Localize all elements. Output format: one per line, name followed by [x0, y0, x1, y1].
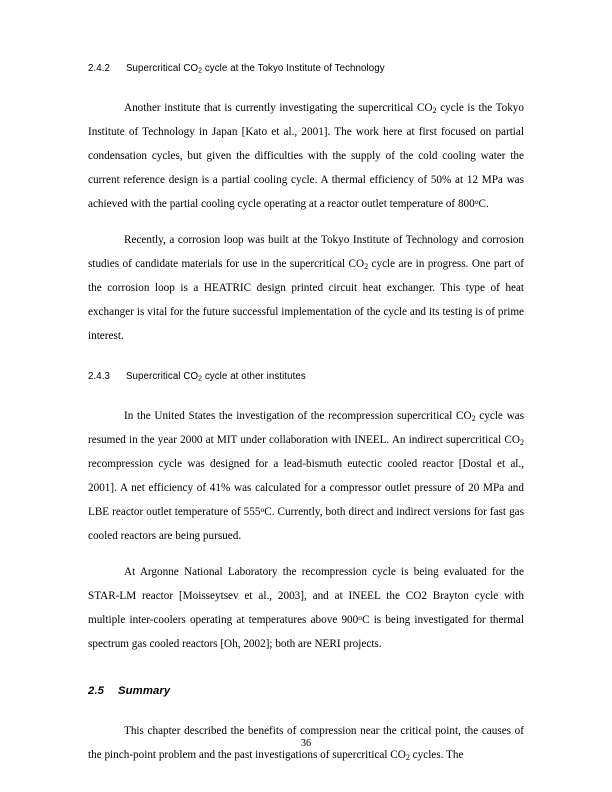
- page-content-column: [88, 0, 524, 767]
- p3-degree-superscript: o: [260, 505, 265, 515]
- p4-segment-1: At Argonne National Laboratory the recompression cycle is being evaluated for the STAR-LM reactor [Moisseytsev et al., 2003], and at INEEL the CO2 Brayton cycle with multiple inter-coolers operating at temperatures above 900: [88, 566, 524, 626]
- p2-co2-subscript-1: 2: [364, 261, 369, 271]
- p2-segment-2: cycle are in progress. One part of the corrosion loop is a HEATRIC design printed circuit heat exchanger. This type of heat exchanger is vital for the future successful implementation of the cycle and its testing is of prime interest.: [88, 258, 524, 342]
- heading-2-4-2-title-prefix: Supercritical CO: [126, 63, 199, 74]
- paragraph-corrosion-loop: [88, 228, 524, 348]
- heading-2-4-3-subscript: 2: [198, 375, 203, 383]
- p5-co2-subscript-1: 2: [405, 752, 410, 762]
- p3-segment-1: In the United States the investigation of the recompression supercritical CO: [124, 410, 472, 422]
- heading-2-5-number: 2.5: [88, 685, 105, 697]
- heading-2-4-3-title-prefix: Supercritical CO: [126, 371, 199, 382]
- p1-co2-subscript-1: 2: [432, 105, 437, 115]
- p4-segment-2: C is being investigated for thermal spectrum gas cooled reactors [Oh, 2002]; both are NERI projects.: [88, 614, 524, 650]
- p3-segment-2: cycle was resumed in the year 2000 at MIT under collaboration with INEEL. An indirect supercritical CO: [88, 410, 524, 446]
- heading-2-4-3-title-suffix: cycle at other institutes: [202, 371, 306, 382]
- paragraph-tokyo-institute: [88, 96, 524, 216]
- heading-2-4-2-subscript: 2: [198, 67, 203, 75]
- heading-2-4-2: [88, 62, 524, 76]
- p1-degree-superscript: o: [474, 197, 479, 207]
- p1-segment-3: C.: [478, 198, 489, 210]
- p3-segment-4: C. Currently, both direct and indirect versions for fast gas cooled reactors are being pursued.: [88, 506, 524, 542]
- p5-segment-1: This chapter described the benefits of compression near the critical point, the causes of the pinch-point problem and the past investigations of supercritical CO: [88, 725, 524, 761]
- heading-2-4-3-number: 2.4.3: [88, 371, 111, 382]
- heading-2-5-title: Summary: [118, 685, 171, 697]
- heading-2-4-3: [88, 370, 524, 384]
- p3-segment-3: recompression cycle was designed for a lead-bismuth eutectic cooled reactor [Dostal et al., 2001]. A net efficiency of 41% was calculated for a compressor outlet pressure of 20 MPa and LBE reactor outlet temperature of 555: [88, 458, 524, 518]
- p1-segment-1: Another institute that is currently investigating the supercritical CO: [124, 102, 433, 114]
- heading-2-4-2-title-suffix: cycle at the Tokyo Institute of Technology: [202, 63, 385, 74]
- page-number: 36: [300, 738, 312, 749]
- p3-co2-subscript-1: 2: [471, 413, 476, 423]
- heading-2-4-2-number: 2.4.2: [88, 63, 111, 74]
- p4-degree-superscript: o: [358, 613, 363, 623]
- p1-segment-2: cycle is the Tokyo Institute of Technology in Japan [Kato et al., 2001]. The work here at first focused on partial condensation cycles, but given the difficulties with the supply of the cold cooling water the current reference design is a partial cooling cycle. A thermal efficiency of 50% at 12 MPa was achieved with the partial cooling cycle operating at a reactor outlet temperature of 800: [88, 102, 524, 210]
- p5-segment-2: cycles. The: [409, 749, 464, 761]
- heading-2-5-summary: [88, 684, 524, 699]
- p3-co2-subscript-2: 2: [519, 437, 524, 447]
- paragraph-united-states: [88, 404, 524, 548]
- paragraph-argonne: [88, 560, 524, 656]
- p2-segment-1: Recently, a corrosion loop was built at the Tokyo Institute of Technology and corrosion studies of candidate materials for use in the supercritical CO: [88, 234, 524, 270]
